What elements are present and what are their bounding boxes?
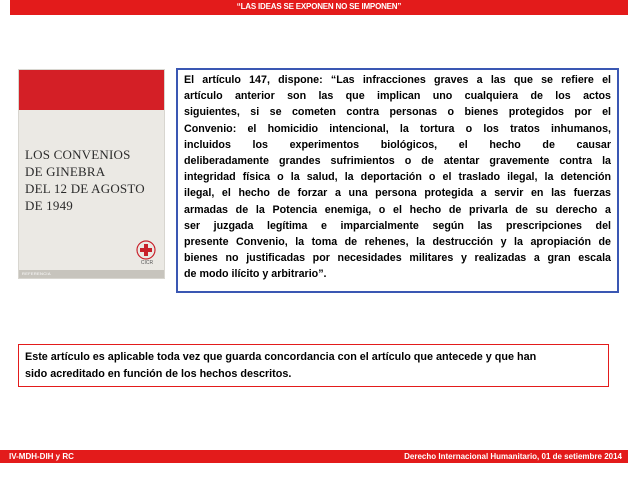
book-logo-label: CICR (140, 260, 154, 266)
article-line: integridad física o la salud, la deportación o el traslado ilegal, la detención (184, 171, 611, 184)
book-title-line-3: DEL 12 DE AGOSTO (25, 181, 145, 196)
article-line: incluidos los experimentos biológicos, el hecho de causar (184, 138, 611, 151)
book-title-line-2: DE GINEBRA (25, 164, 106, 179)
header-banner-text: “LAS IDEAS SE EXPONEN NO SE IMPONEN” (236, 2, 402, 11)
footer-course-date: Derecho Internacional Humanitario, 01 de setiembre 2014 (404, 452, 622, 461)
article-line: ser juzgada legítima e imparcialmente según las prescripciones del (184, 219, 611, 232)
article-quote-box (176, 68, 619, 293)
book-cover-title (25, 146, 161, 214)
article-line: deliberadamente grandes sufrimientos o de atentar gravemente contra la (184, 155, 611, 168)
footer-course-code: IV-MDH-DIH y RC (9, 452, 74, 461)
note-line: Este artículo es aplicable toda vez que guarda concordancia con el artículo que antecede y que han (25, 351, 537, 363)
book-title-line-1: LOS CONVENIOS (25, 147, 131, 162)
article-line: Convenio: el homicidio intencional, la tortura o los tratos inhumanos, (184, 122, 611, 135)
red-cross-logo-icon (135, 239, 157, 261)
footer-bar (0, 450, 628, 463)
article-line: ilegal, el hecho de forzar a una persona protegida a servir en las fuerzas (184, 187, 611, 200)
article-line: artículo anterior son las que implican uno cualquiera de los actos (184, 90, 611, 103)
note-box (18, 344, 609, 387)
book-cover-bottom-band (19, 270, 164, 278)
book-band-text: REFERENCIA (22, 271, 51, 276)
book-title-line-4: DE 1949 (25, 198, 73, 213)
article-line: El artículo 147, dispone: “Las infracciones graves a las que se refiere el (184, 74, 611, 86)
note-line: sido acreditado en función de los hechos descritos. (25, 368, 292, 380)
book-cover-image (18, 69, 165, 279)
book-cover-top-band (19, 70, 164, 110)
header-banner (10, 0, 628, 15)
article-line: presente Convenio, la toma de rehenes, la destrucción y la apropiación de (184, 236, 611, 249)
article-line: bienes no justificadas por necesidades militares y realizadas a gran escala (184, 252, 611, 265)
article-line: armadas de la Potencia enemiga, o el hecho de privarla de su derecho a (184, 203, 611, 216)
article-line: de modo ilícito y arbitrario”. (184, 268, 327, 281)
article-line: siguientes, si se cometen contra personas o bienes protegidos por el (184, 106, 611, 119)
